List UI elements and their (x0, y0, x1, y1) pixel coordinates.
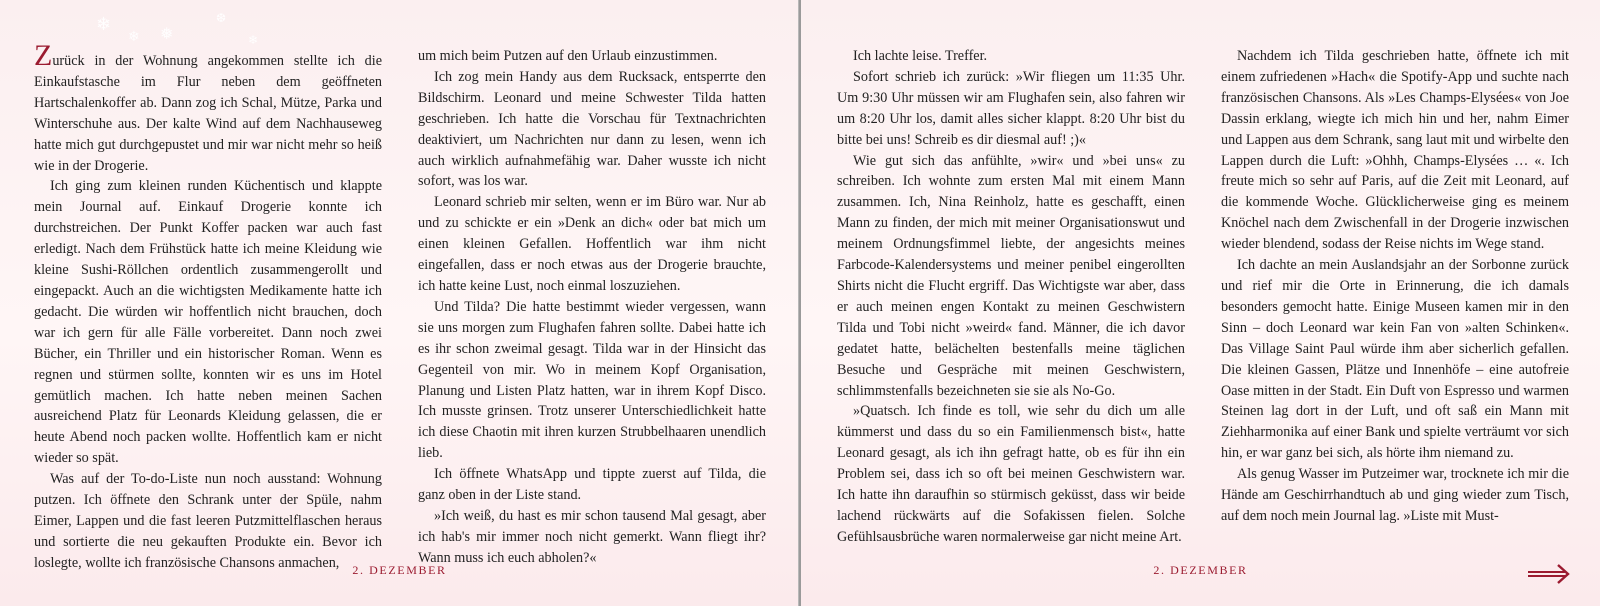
paragraph: Und Tilda? Die hatte bestimmt wieder vergessen, wann sie uns morgen zum Flughafen fahren sollte. Dabei hatte ich es ihr schon zweimal gesagt. Tilda war in der Hinsicht das Gegenteil von mir. Wo in meinem Kopf Organisation, Planung und Listen Platz hatten, war in ihrem Kopf Disco. Ich musste grinsen. Trotz unserer Unterschiedlichkeit hatte ich diese Chaotin mit ihren kurzen Strubbelhaaren unendlich lieb. (418, 298, 766, 462)
text-column (1221, 46, 1569, 527)
right-page-text (801, 46, 1600, 546)
paragraph: Was auf der To-do-Liste nun noch ausstand: Wohnung putzen. Ich öffnete den Schrank unter der Spüle, nahm Eimer, Lappen und die fast leeren Putzmittelflaschen heraus und sortierte die neu gekauften Produkte ein. Bevor ich loslegte, wollte ich französische Chansons anmachen, (34, 471, 382, 571)
snowflake-icon: ❅ (160, 24, 174, 43)
paragraph: Ich lachte leise. Treffer. (853, 48, 988, 64)
paragraph: Sofort schrieb ich zurück: »Wir fliegen um 11:35 Uhr. Um 9:30 Uhr müssen wir am Flughafen sein, also fahren wir um 8:20 Uhr los, damit alles sicher klappt. 8:20 Uhr bist du bitte bei uns! Schreib es dir diesmal auf! ;)« (837, 68, 1185, 148)
page-footer: 2. DEZEMBER (352, 563, 447, 577)
paragraph: Ich öffnete WhatsApp und tippte zuerst auf Tilda, die ganz oben in der Liste stand. (418, 466, 766, 504)
paragraph: Als genug Wasser im Putzeimer war, trocknete ich mir die Hände am Geschirrhandtuch ab und ging wieder zum Tisch, auf dem noch mein Journal lag. »Liste mit Must- (1221, 466, 1569, 524)
right-page (801, 0, 1600, 606)
paragraph: Nachdem ich Tilda geschrieben hatte, öffnete ich mit einem zufriedenen »Hach« die Spotify-App und suchte nach französischen Chansons. Als »Les Champs-Elysées« von Joe Dassin erklang, wiegte ich mich hin und her, nahm Eimer und Lappen aus dem Schrank, sang laut mit und wirbelte den Lappen durch die Luft: »Ohhh, Champs-Elysées … «. Ich freute mich so sehr auf Paris, auf die Zeit mit Leonard, auf die kommende Woche. Glücklicherweise ging es meinem Knöchel nach dem Zwischenfall in der Drogerie inzwischen wieder blendend, sodass der Reise nichts im Wege stand. (1221, 48, 1569, 253)
text-column (418, 46, 766, 569)
arrow-right-icon[interactable] (1526, 562, 1574, 586)
page-footer: 2. DEZEMBER (1153, 563, 1248, 577)
paragraph: Ich ging zum kleinen runden Küchentisch und klappte mein Journal auf. Einkauf Drogerie konnte ich durchstreichen. Der Punkt Koffer packen war auch fast erledigt. Nach dem Frühstück hatte ich meine Kleidung wie kleine Sushi-Röllchen ordentlich zusammengerollt und eingepackt. Auch an die wichtigsten Medikamente hatte ich gedacht. Die würden wir hoffentlich nicht brauchen, doch war ich gern für alle Fälle vorbereitet. Dann noch zwei Bücher, ein Thriller und ein historischer Roman. Wenn es regnen und stürmen sollte, konnten wir es uns im Hotel gemütlich machen. Ich hatte neben meinen Sachen ausreichend Platz für Leonards Kleidung gelassen, die er heute Abend noch packen wollte. Hoffentlich kam er nicht wieder so spät. (34, 178, 382, 467)
snowflake-icon: ❄ (96, 14, 112, 35)
left-page (0, 0, 799, 606)
paragraph: »Ich weiß, du hast es mir schon tausend Mal gesagt, aber ich hab's mir immer noch nicht gemerkt. Wann fliegt ihr? Wann muss ich euch abholen?« (418, 507, 766, 566)
text-column (837, 46, 1185, 548)
text-column (34, 39, 382, 574)
paragraph: Leonard schrieb mir selten, wenn er im Büro war. Nur ab und zu schickte er ein »Denk an dich« oder bat mich um einen kleinen Gefallen. Hoffentlich war ihm nicht eingefallen, dass er noch etwas aus der Drogerie brauchte, ich hatte keine Lust, noch einmal loszuziehen. (418, 194, 766, 294)
paragraph: um mich beim Putzen auf den Urlaub einzustimmen. (418, 48, 718, 64)
snowflake-icon: ❄ (248, 33, 259, 47)
paragraph: Ich zog mein Handy aus dem Rucksack, entsperrte den Bildschirm. Leonard und meine Schwester Tilda hatten geschrieben. Ich hatte die Vorschau für Textnachrichten deaktiviert, um Nachrichten nur dann zu lesen, wenn ich auch wirklich aufnahmefähig war. Daher wusste ich nicht sofort, was los war. (418, 68, 766, 190)
drop-cap: Z (34, 39, 53, 72)
paragraph: »Quatsch. Ich finde es toll, wie sehr du dich um alle kümmerst und dass du so ein Familienmensch bist«, hatte Leonard gesagt, als ich ihn gefragt hatte, ob es für ihn ein Problem sei, dass ich so oft bei meinen Geschwistern war. Ich hatte ihn daraufhin so stürmisch geküsst, dass wir beide lachend rückwärts auf die Sofakissen fielen. Solche Gefühlsausbrüche waren normalerweise gar nicht meine Art. (837, 403, 1185, 545)
snowflake-icon: ❆ (216, 11, 227, 25)
paragraph: Zurück in der Wohnung angekommen stellte ich die Einkaufstasche im Flur neben dem geöffneten Hartschalenkoffer ab. Dann zog ich Schal, Mütze, Parka und Winterschuhe aus. Der kalte Wind auf dem Nachhauseweg hatte mich gut durchgepustet und mir war nicht mehr so heiß wie in der Drogerie. (34, 39, 382, 174)
paragraph: Wie gut sich das anfühlte, »wir« und »bei uns« zu schreiben. Ich wohnte zum ersten Mal mit einem Mann zusammen. Ich, Nina Reinholz, hatte es geschafft, einen Mann zu finden, der mich mit meiner Organisationswut und meinem Ordnungsfimmel liebte, der angesichts meines Farbcode-Kalendersystems und meiner penibel eingerollten Shirts nicht die Flucht ergriff. Das Wichtigste war aber, dass er auch meinen engen Kontakt zu meinen Geschwistern Tilda und Tobi nicht »weird« fand. Männer, die ich davor gedatet hatte, belächelten bestenfalls meine täglichen Besuche und Gespräche mit meinen Geschwistern, schlimmstenfalls bezeichneten sie sie als No-Go. (837, 152, 1185, 399)
snowflake-icon: ❄ (128, 29, 140, 45)
paragraph: Ich dachte an mein Auslandsjahr an der Sorbonne zurück und rief mir die Orte in Erinnerung, die ich damals besonders gemocht hatte. Einige Museen kamen mir in den Sinn – doch Leonard war kein Fan von »alten Schinken«. Das Village Saint Paul würde ihm aber sicherlich gefallen. Die kleinen Gassen, Plätze und Innenhöfe – eine autofreie Oase mitten in der Stadt. Ein Duft von Espresso und warmen Steinen lag dort in der Luft, und oft saß ein Mann mit Ziehharmonika auf einer Bank und spielte verträumt vor sich hin, er war ganz bei sich, als hörte ihm niemand zu. (1221, 257, 1569, 462)
